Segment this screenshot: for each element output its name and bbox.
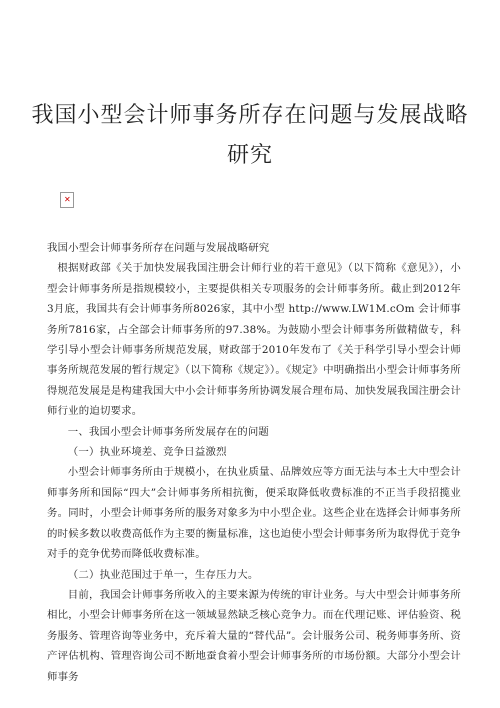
- document-subtitle: 我国小型会计师事务所存在问题与发展战略研究: [47, 242, 270, 254]
- body-paragraph: 小型会计师事务所由于规模小，在执业质量、品牌效应等方面无法与本土大中型会计师事务所和国际“四大”会计师事务所相抗衡，便采取降低收费标准的不正当手段招揽业务。同时，小型会计师事务所的服务对象多为中小型企业。这些企业在选择会计师事务所的时候多数以收费高低作为主要的衡量标准，这也迫使小型会计师事务所为取得优于竞争对手的竞争优势而降低收费标准。: [47, 466, 461, 561]
- subsection-heading: （二）执业范围过于单一，生存压力大。: [67, 568, 259, 581]
- body-paragraph: 目前，我国会计师事务所收入的主要来源为传统的审计业务。与大中型会计师事务所相比，小型会计师事务所在这一领域显然缺乏核心竞争力。而在代理记账、评估验资、税务服务、管理咨询等业务中，充斥着大量的“替代品”。会计服务公司、税务师事务所、资产评估机构、管理咨询公司不断地蚕食着小型会计师事务所的市场份额。大部分小型会计师事务: [47, 588, 461, 683]
- body-paragraph: 根据财政部《关于加快发展我国注册会计师行业的若干意见》（以下简称《意见》），小型会计师事务所是指规模较小，主要提供相关专项服务的会计师事务所。截止到2012年3月底，我国共有会计师事务所8026家，其中小型 http://www.LW1M.cOm 会计师事务所7816家，占全部会计师事务所的97.38%。为鼓励小型会计师事务所做精做专，科学引导小型会计师事务所规范发展，财政部于2010年发布了《关于科学引导小型会计师事务所规范发展的暂行规定》（以下简称《规定》）。《规定》中明确指出小型会计师事务所得规范发展是是构建我国大中小会计师事务所协调发展合理布局、加快发展我国注册会计师行业的迫切要求。: [47, 262, 461, 418]
- subsection-heading: （一）执业环境差、竞争日益激烈: [67, 446, 227, 459]
- section-heading: 一、我国小型会计师事务所发展存在的问题: [67, 425, 270, 438]
- document-body: [47, 238, 461, 687]
- document-title: 我国小型会计师事务所存在问题与发展战略研究: [31, 103, 469, 168]
- broken-image-icon: ✕: [60, 192, 74, 208]
